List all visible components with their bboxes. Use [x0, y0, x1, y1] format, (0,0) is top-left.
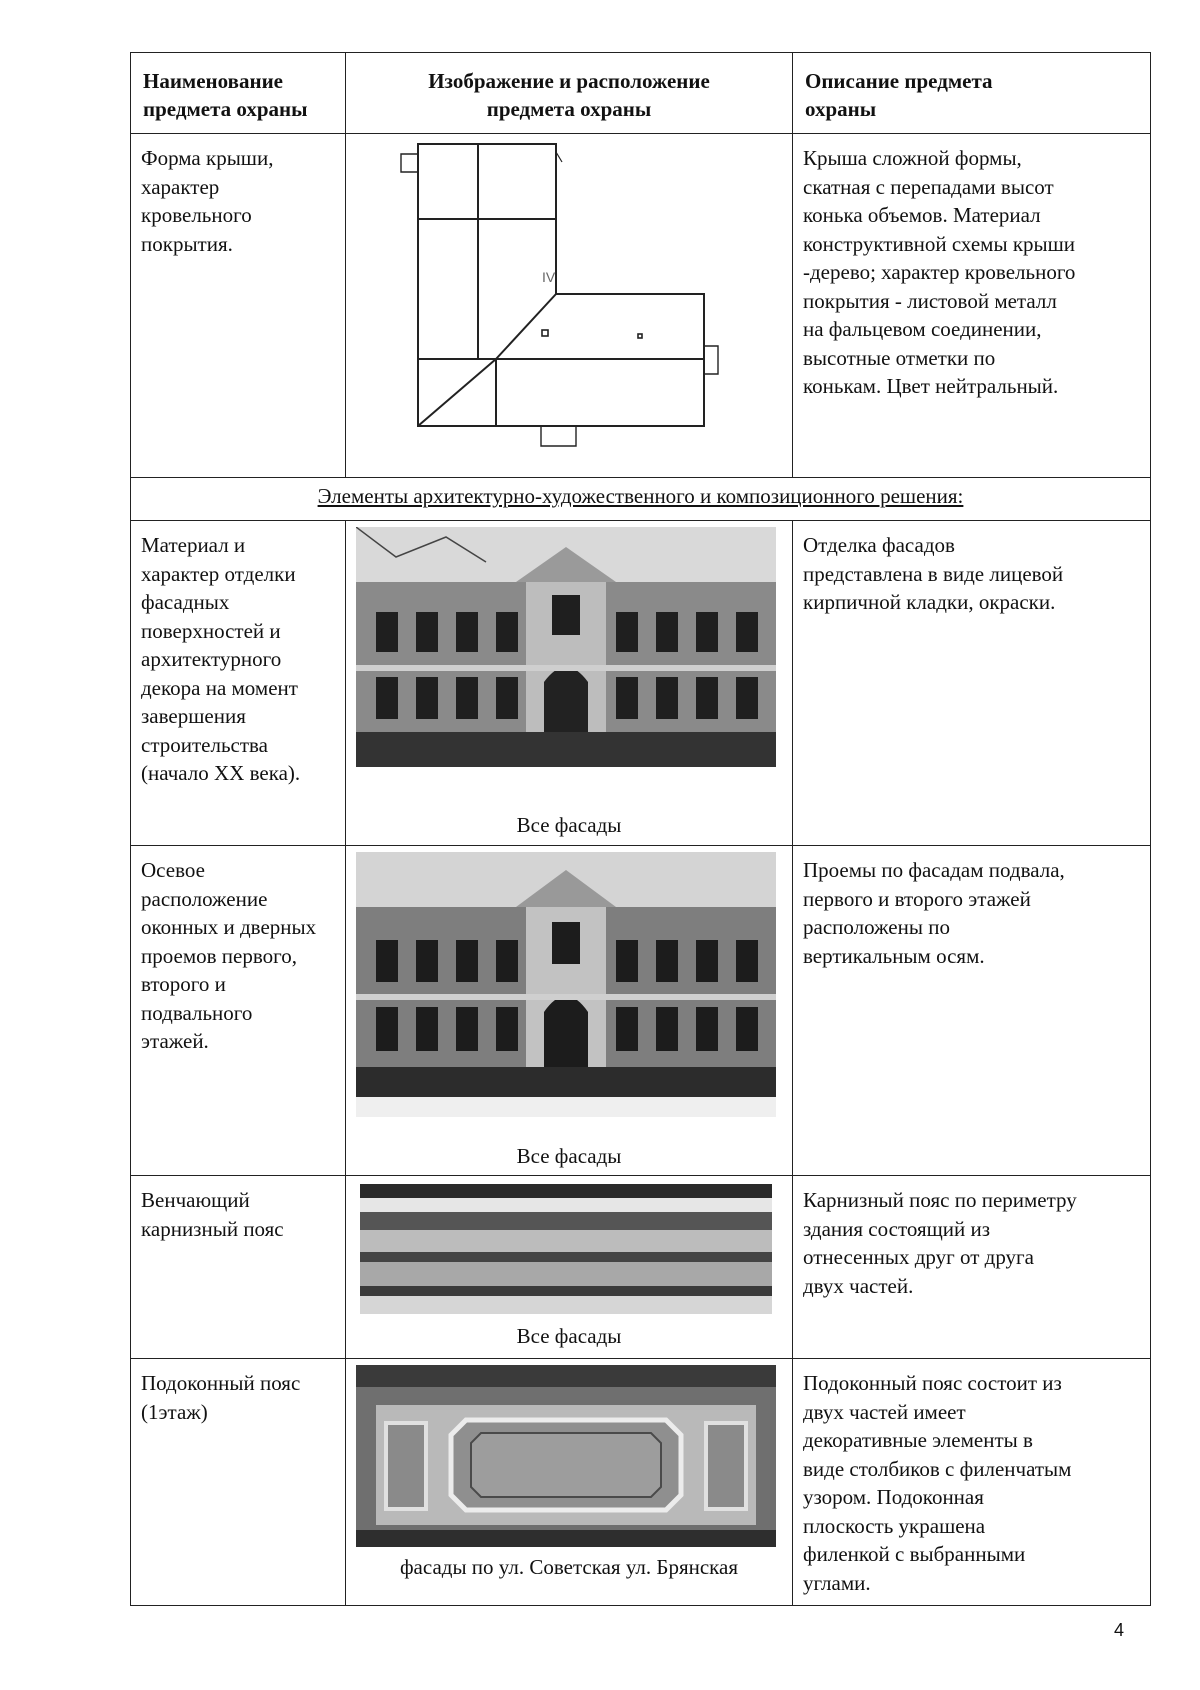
header-image-label: Изображение и расположение предмета охраны	[428, 69, 710, 121]
row-name-cell	[131, 1176, 346, 1359]
openings-caption: Все фасады	[516, 1144, 622, 1168]
row-description-cell	[793, 134, 1151, 478]
table-row	[131, 1176, 1151, 1359]
header-image-cell	[346, 53, 793, 134]
cornice-name: Венчающий карнизный пояс	[141, 1188, 284, 1241]
row-name-cell	[131, 1359, 346, 1606]
row-image-cell	[346, 521, 793, 846]
roof-plan-drawing	[346, 134, 793, 478]
sill-belt-description: Подоконный пояс состоит из двух частей имеет декоративные элементы в виде столбиков с филенчатым узором. Подоконная плоскость украшена филенкой с выбранными углами.	[803, 1371, 1072, 1595]
header-name-cell	[131, 53, 346, 134]
cornice-description: Карнизный пояс по периметру здания состоящий из отнесенных друг от друга двух частей.	[803, 1188, 1077, 1298]
header-name-label: Наименование предмета охраны	[143, 69, 308, 121]
facade-finish-name: Материал и характер отделки фасадных поверхностей и архитектурного декора на момент завершения строительства (начало XX века).	[141, 533, 301, 785]
row-description-cell	[793, 521, 1151, 846]
openings-axes-name: Осевое расположение оконных и дверных проемов первого, второго и подвального этажей.	[141, 858, 317, 1053]
sill-belt-photo	[356, 1365, 776, 1547]
row-image-cell	[346, 134, 793, 478]
protection-items-table	[130, 52, 1151, 1606]
sill-belt-caption: фасады по ул. Советская ул. Брянская	[399, 1555, 739, 1579]
row-image-cell	[346, 1176, 793, 1359]
row-image-cell	[346, 846, 793, 1176]
roof-item-description: Крыша сложной формы, скатная с перепадами высот конька объемов. Материал конструктивной схемы крыши -дерево; характер кровельного покрытия - листовой металл на фальцевом соединении, высотные отметки по конькам. Цвет нейтральный.	[803, 146, 1076, 398]
row-image-cell	[346, 1359, 793, 1606]
sill-belt-name: Подоконный пояс (1этаж)	[141, 1371, 301, 1424]
row-name-cell	[131, 521, 346, 846]
page-number: 4	[1113, 1620, 1124, 1640]
cornice-caption: Все фасады	[516, 1324, 622, 1348]
section-title-cell	[131, 478, 1151, 521]
facade-caption: Все фасады	[516, 813, 622, 837]
row-name-cell	[131, 134, 346, 478]
roof-plan-mark: IV	[542, 269, 556, 285]
section-title-row	[131, 478, 1151, 521]
table-row	[131, 521, 1151, 846]
roof-item-name: Форма крыши, характер кровельного покрытия.	[141, 146, 274, 256]
facade-photo	[356, 527, 776, 767]
header-description-cell	[793, 53, 1151, 134]
table-row	[131, 1359, 1151, 1606]
openings-axes-description: Проемы по фасадам подвала, первого и второго этажей расположены по вертикальным осям.	[803, 858, 1065, 968]
table-row	[131, 846, 1151, 1176]
row-name-cell	[131, 846, 346, 1176]
row-description-cell	[793, 846, 1151, 1176]
cornice-photo	[360, 1184, 772, 1314]
table-header-row	[131, 53, 1151, 134]
table-row	[131, 134, 1151, 478]
row-description-cell	[793, 1359, 1151, 1606]
facade-finish-description: Отделка фасадов представлена в виде лицевой кирпичной кладки, окраски.	[803, 533, 1064, 614]
openings-photo	[356, 852, 776, 1117]
section-title: Элементы архитектурно-художественного и композиционного решения:	[317, 484, 964, 508]
row-description-cell	[793, 1176, 1151, 1359]
header-description-label: Описание предмета охраны	[805, 69, 993, 121]
